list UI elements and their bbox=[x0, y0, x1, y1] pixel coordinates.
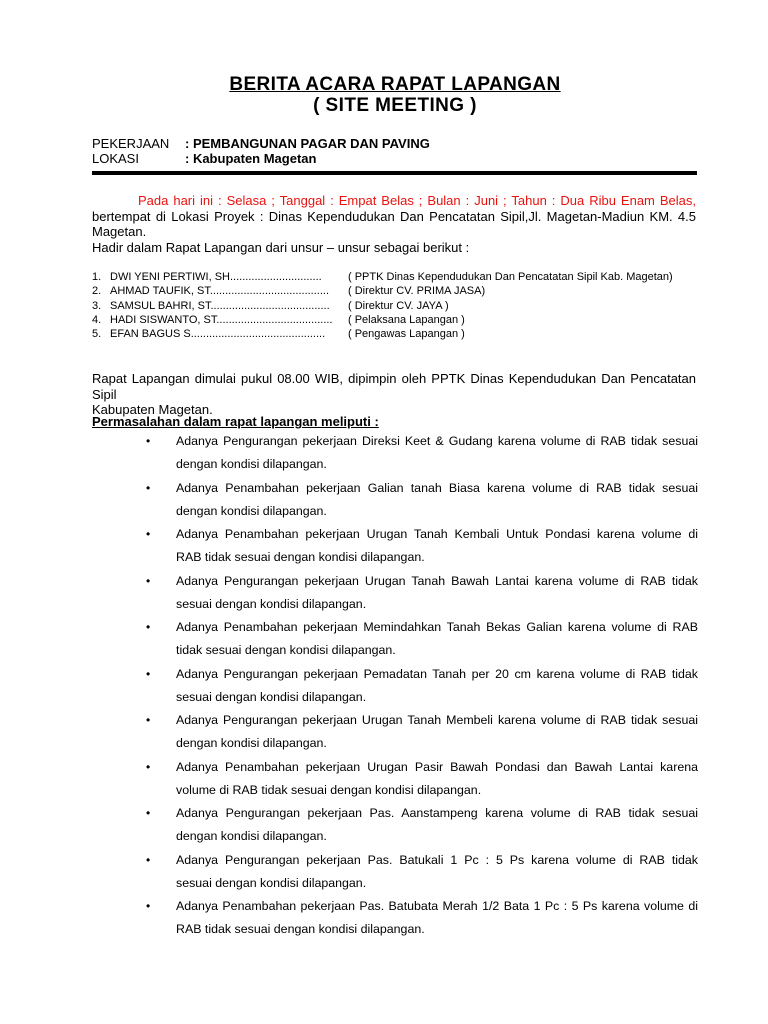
document-title bbox=[0, 74, 768, 116]
bullet-icon: • bbox=[146, 620, 151, 634]
issue-item bbox=[146, 895, 698, 942]
issue-list bbox=[146, 430, 698, 942]
header-divider bbox=[92, 171, 697, 175]
issue-text-line: Adanya Pengurangan pekerjaan Pemadatan Tanah per 20 cm karena volume di RAB tidak bbox=[176, 666, 698, 681]
attendee-number: 5. bbox=[92, 328, 102, 341]
issue-item bbox=[146, 802, 698, 849]
issue-text-line-end: tidak sesuai dengan kondisi dilapangan. bbox=[176, 643, 396, 657]
attendee-role: ( Pengawas Lapangan ) bbox=[348, 328, 465, 341]
issue-item bbox=[146, 616, 698, 663]
meeting-line-end: Kabupaten Magetan. bbox=[92, 402, 213, 417]
issue-text-line-end: dengan kondisi dilapangan. bbox=[176, 736, 327, 750]
issue-text-line-end: RAB tidak sesuai dengan kondisi dilapangan. bbox=[176, 550, 425, 564]
attendee-name: DWI YENI PERTIWI, SH.............................. bbox=[110, 271, 322, 283]
attendee-number: 3. bbox=[92, 299, 102, 312]
attendee-number: 1. bbox=[92, 271, 102, 283]
issue-text-line: Adanya Pengurangan pekerjaan Pas. Batukali 1 Pc : 5 Ps karena volume di RAB tidak bbox=[176, 852, 698, 867]
bullet-icon: • bbox=[146, 852, 151, 867]
issue-item bbox=[146, 523, 698, 570]
issue-text-line-end: sesuai dengan kondisi dilapangan. bbox=[176, 875, 367, 890]
location-row bbox=[92, 151, 316, 166]
attendee-row bbox=[92, 327, 702, 341]
meeting-paragraph bbox=[92, 371, 696, 418]
bullet-icon: • bbox=[146, 713, 151, 727]
issue-item bbox=[146, 430, 698, 477]
attendee-row bbox=[92, 299, 702, 313]
issue-text-line: Adanya Pengurangan pekerjaan Direksi Keet & Gudang karena volume di RAB tidak sesuai bbox=[176, 434, 698, 448]
attendee-role: ( PPTK Dinas Kependudukan Dan Pencatatan Sipil Kab. Magetan) bbox=[348, 271, 673, 283]
issue-text-line-end: volume di RAB tidak sesuai dengan kondisi dilapangan. bbox=[176, 782, 482, 797]
bullet-icon: • bbox=[146, 759, 151, 774]
attendance-intro: Hadir dalam Rapat Lapangan dari unsur – unsur sebagai berikut : bbox=[92, 239, 470, 255]
issue-text-line: Adanya Pengurangan pekerjaan Urugan Tanah Membeli karena volume di RAB tidak sesuai bbox=[176, 713, 698, 727]
attendee-name: SAMSUL BAHRI, ST....................................... bbox=[110, 299, 330, 312]
opening-place-line-end: Magetan. bbox=[92, 224, 147, 239]
issue-item bbox=[146, 756, 698, 803]
location-label: LOKASI bbox=[92, 151, 139, 166]
opening-paragraph bbox=[92, 193, 696, 255]
issue-text-line-end: dengan kondisi dilapangan. bbox=[176, 829, 327, 843]
bullet-icon: • bbox=[146, 806, 151, 820]
bullet-icon: • bbox=[146, 666, 151, 681]
issue-text-line: Adanya Penambahan pekerjaan Galian tanah Biasa karena volume di RAB tidak sesuai bbox=[176, 480, 698, 495]
issue-text-line-end: dengan kondisi dilapangan. bbox=[176, 457, 327, 471]
bullet-icon: • bbox=[146, 527, 151, 541]
meeting-line: Rapat Lapangan dimulai pukul 08.00 WIB, dipimpin oleh PPTK Dinas Kependudukan Dan Pencatatan Sipil bbox=[92, 371, 696, 402]
issue-text-line: Adanya Penambahan pekerjaan Pas. Batubata Merah 1/2 Bata 1 Pc : 5 Ps karena volume di bbox=[176, 899, 698, 913]
bullet-icon: • bbox=[146, 480, 151, 495]
attendee-row bbox=[92, 284, 702, 298]
project-row bbox=[92, 136, 430, 151]
attendee-role: ( Pelaksana Lapangan ) bbox=[348, 313, 465, 326]
issues-heading: Permasalahan dalam rapat lapangan meliputi : bbox=[92, 414, 379, 429]
attendee-name: EFAN BAGUS S............................................ bbox=[110, 328, 326, 341]
issue-text-line-end: dengan kondisi dilapangan. bbox=[176, 503, 327, 518]
opening-place-line: bertempat di Lokasi Proyek : Dinas Kependudukan Dan Pencatatan Sipil,Jl. Magetan-Madiun KM. 4.5 bbox=[92, 208, 696, 224]
issue-item bbox=[146, 663, 698, 710]
location-value: : Kabupaten Magetan bbox=[185, 151, 317, 166]
attendee-number: 4. bbox=[92, 313, 102, 326]
issue-text-line: Adanya Pengurangan pekerjaan Pas. Aanstampeng karena volume di RAB tidak sesuai bbox=[176, 806, 698, 820]
issue-text-line: Adanya Penambahan pekerjaan Memindahkan Tanah Bekas Galian karena volume di RAB bbox=[176, 620, 698, 634]
issue-text-line-end: RAB tidak sesuai dengan kondisi dilapangan. bbox=[176, 922, 425, 936]
attendee-row bbox=[92, 313, 702, 327]
issue-text-line: Adanya Pengurangan pekerjaan Urugan Tanah Bawah Lantai karena volume di RAB tidak bbox=[176, 573, 698, 588]
attendee-role: ( Direktur CV. PRIMA JASA) bbox=[348, 285, 486, 298]
project-value: : PEMBANGUNAN PAGAR DAN PAVING bbox=[185, 136, 430, 151]
issue-text-line: Adanya Penambahan pekerjaan Urugan Tanah Kembali Untuk Pondasi karena volume di bbox=[176, 527, 698, 541]
attendee-name: AHMAD TAUFIK, ST....................................... bbox=[110, 285, 330, 298]
attendee-name: HADI SISWANTO, ST...................................... bbox=[110, 313, 333, 326]
title-main: BERITA ACARA RAPAT LAPANGAN bbox=[229, 74, 561, 95]
attendee-number: 2. bbox=[92, 285, 102, 298]
issue-text-line-end: sesuai dengan kondisi dilapangan. bbox=[176, 596, 367, 611]
project-label: PEKERJAAN bbox=[92, 136, 170, 151]
attendee-role: ( Direktur CV. JAYA ) bbox=[348, 299, 449, 312]
issue-item bbox=[146, 849, 698, 896]
issue-item bbox=[146, 477, 698, 524]
bullet-icon: • bbox=[146, 573, 151, 588]
issue-text-line: Adanya Penambahan pekerjaan Urugan Pasir Bawah Pondasi dan Bawah Lantai karena bbox=[176, 759, 698, 774]
opening-date-line: Pada hari ini : Selasa ; Tanggal : Empat Belas ; Bulan : Juni ; Tahun : Dua Ribu Enam Belas, bbox=[138, 193, 696, 208]
attendee-list bbox=[92, 270, 702, 341]
issue-item bbox=[146, 570, 698, 617]
attendee-row bbox=[92, 270, 702, 284]
issue-text-line-end: sesuai dengan kondisi dilapangan. bbox=[176, 689, 367, 704]
bullet-icon: • bbox=[146, 899, 151, 913]
bullet-icon: • bbox=[146, 434, 151, 448]
issue-item bbox=[146, 709, 698, 756]
title-sub: ( SITE MEETING ) bbox=[313, 95, 477, 116]
